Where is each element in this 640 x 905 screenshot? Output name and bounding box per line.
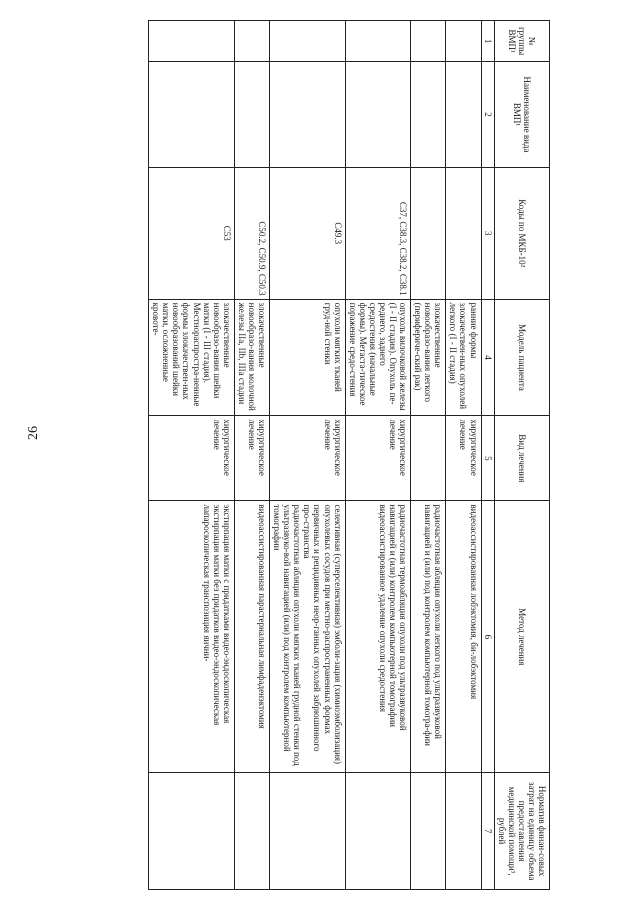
method-line: экстирпация матки без придатков видео-эндоскопическая bbox=[211, 504, 222, 726]
header-cost-norm: Норматив финан-совых затрат на единицу объема предоставления медицинской помощи³, рублей bbox=[494, 773, 549, 890]
treatment-type-cell: хирургическое лечение bbox=[149, 416, 235, 501]
header-treatment-method: Метод лечения bbox=[494, 501, 549, 773]
icd-codes-cell: С50.2, С50.9, С50.3 bbox=[234, 167, 269, 299]
treatment-method-cell bbox=[149, 501, 235, 773]
cost-norm-cell bbox=[234, 773, 269, 890]
group-cell bbox=[345, 21, 410, 62]
treatment-type-cell: хирургическое лечение bbox=[270, 416, 346, 501]
column-number: 1 bbox=[481, 21, 494, 62]
column-number: 7 bbox=[481, 773, 494, 890]
table-row bbox=[270, 21, 346, 890]
group-cell bbox=[149, 21, 235, 62]
header-row bbox=[494, 21, 549, 890]
table-row bbox=[149, 21, 235, 890]
column-number-row bbox=[481, 21, 494, 890]
treatment-method-cell: радиочастотная абляция опухоли легкого под ультразвуковой навигацией и (или) под контролем компьютерной томогра-фии bbox=[411, 501, 446, 773]
patient-model-cell: злокачественные новообразо-вания шейки матки (I - III стадия). Местнораспростра-ненные формы злокачествен-ных новообразований шейки матки, осложненные кровоте- bbox=[149, 299, 235, 416]
cost-norm-cell bbox=[345, 773, 410, 890]
icd-codes-cell: С53 bbox=[149, 167, 235, 299]
icd-codes-cell bbox=[411, 167, 446, 299]
column-number: 6 bbox=[481, 501, 494, 773]
vmp-name-cell bbox=[270, 62, 346, 168]
method-line: радиочастотная термоабляция опухоли под ультразвуковой навигацией и (или) контролем компьютерной томографии bbox=[387, 504, 409, 731]
method-line: видеоассистированное удаление опухоли средостения bbox=[377, 504, 388, 712]
vmp-name-cell bbox=[149, 62, 235, 168]
table-row bbox=[446, 21, 481, 890]
column-number: 3 bbox=[481, 167, 494, 299]
group-cell bbox=[270, 21, 346, 62]
treatment-type-cell bbox=[411, 416, 446, 501]
icd-codes-cell: С49.3 bbox=[270, 167, 346, 299]
patient-model-cell: злокачественные новообразо-вания молочной железы IIa, IIb, IIIa стадии bbox=[234, 299, 269, 416]
header-group-number: № группы ВМП¹ bbox=[494, 21, 549, 62]
method-line: лапароскопическая транспозиция яични- bbox=[201, 504, 212, 662]
header-icd-codes: Коды по МКБ-10² bbox=[494, 167, 549, 299]
patient-model-cell: опухоли мягких тканей груд-ной стенки bbox=[270, 299, 346, 416]
group-cell bbox=[234, 21, 269, 62]
table-row bbox=[234, 21, 269, 890]
patient-model-cell: опухоль вилочковой железы (I - II стадия). Опухоль пе-реднего, заднего средостения (начальные формы). Метаста-тическое поражение средо-стения bbox=[345, 299, 410, 416]
cost-norm-cell bbox=[149, 773, 235, 890]
treatment-type-cell: хирургическое лечение bbox=[345, 416, 410, 501]
treatment-type-cell: хирургическое лечение bbox=[234, 416, 269, 501]
header-vmp-name: Наименование вида ВМП¹ bbox=[494, 62, 549, 168]
page-number: 26 bbox=[26, 426, 41, 440]
column-number: 4 bbox=[481, 299, 494, 416]
method-line: радиочастотная абляция опухоли мягких тканей грудной стенки под ультразвуко-вой навигацией (или) под контролем компьютерной томографии bbox=[272, 504, 303, 766]
vmp-name-cell bbox=[411, 62, 446, 168]
treatment-method-cell bbox=[270, 501, 346, 773]
group-cell bbox=[446, 21, 481, 62]
cost-norm-cell bbox=[270, 773, 346, 890]
header-treatment-type: Вид лечения bbox=[494, 416, 549, 501]
group-cell bbox=[411, 21, 446, 62]
icd-codes-cell bbox=[446, 167, 481, 299]
vmp-name-cell bbox=[234, 62, 269, 168]
vmp-name-cell bbox=[446, 62, 481, 168]
column-number: 5 bbox=[481, 416, 494, 501]
vmp-table-container bbox=[87, 20, 550, 890]
cost-norm-cell bbox=[411, 773, 446, 890]
treatment-type-cell: хирургическое лечение bbox=[446, 416, 481, 501]
vmp-name-cell bbox=[345, 62, 410, 168]
method-line: экстирпация матки с придатками видео-эндоскопическая bbox=[221, 504, 232, 724]
patient-model-cell: злокачественные новообразо-вания легкого (перифериче-ский рак) bbox=[411, 299, 446, 416]
icd-codes-cell: С37, С38.3, С38.2, С38.1 bbox=[345, 167, 410, 299]
treatment-method-cell bbox=[345, 501, 410, 773]
treatment-method-cell: видеоассистированная парастернальная лимфаденэктомия bbox=[234, 501, 269, 773]
table-row bbox=[411, 21, 446, 890]
treatment-method-cell: видеоассистированная лобэктомия, би-лобэктомия bbox=[446, 501, 481, 773]
table-row bbox=[345, 21, 410, 890]
header-patient-model: Модель пациента bbox=[494, 299, 549, 416]
vmp-table bbox=[148, 20, 550, 890]
patient-model-cell: ранние формы злокачествен-ных опухолей легкого (I - II стадия) bbox=[446, 299, 481, 416]
column-number: 2 bbox=[481, 62, 494, 168]
method-line: селективная (суперселективная) эмболи-зация (химиоэмболизация) опухолевых сосудов при местно-распространенных формах первичных и рецидивных неор-ганных опухолей забрюшинного про-странства bbox=[302, 504, 343, 765]
cost-norm-cell bbox=[446, 773, 481, 890]
